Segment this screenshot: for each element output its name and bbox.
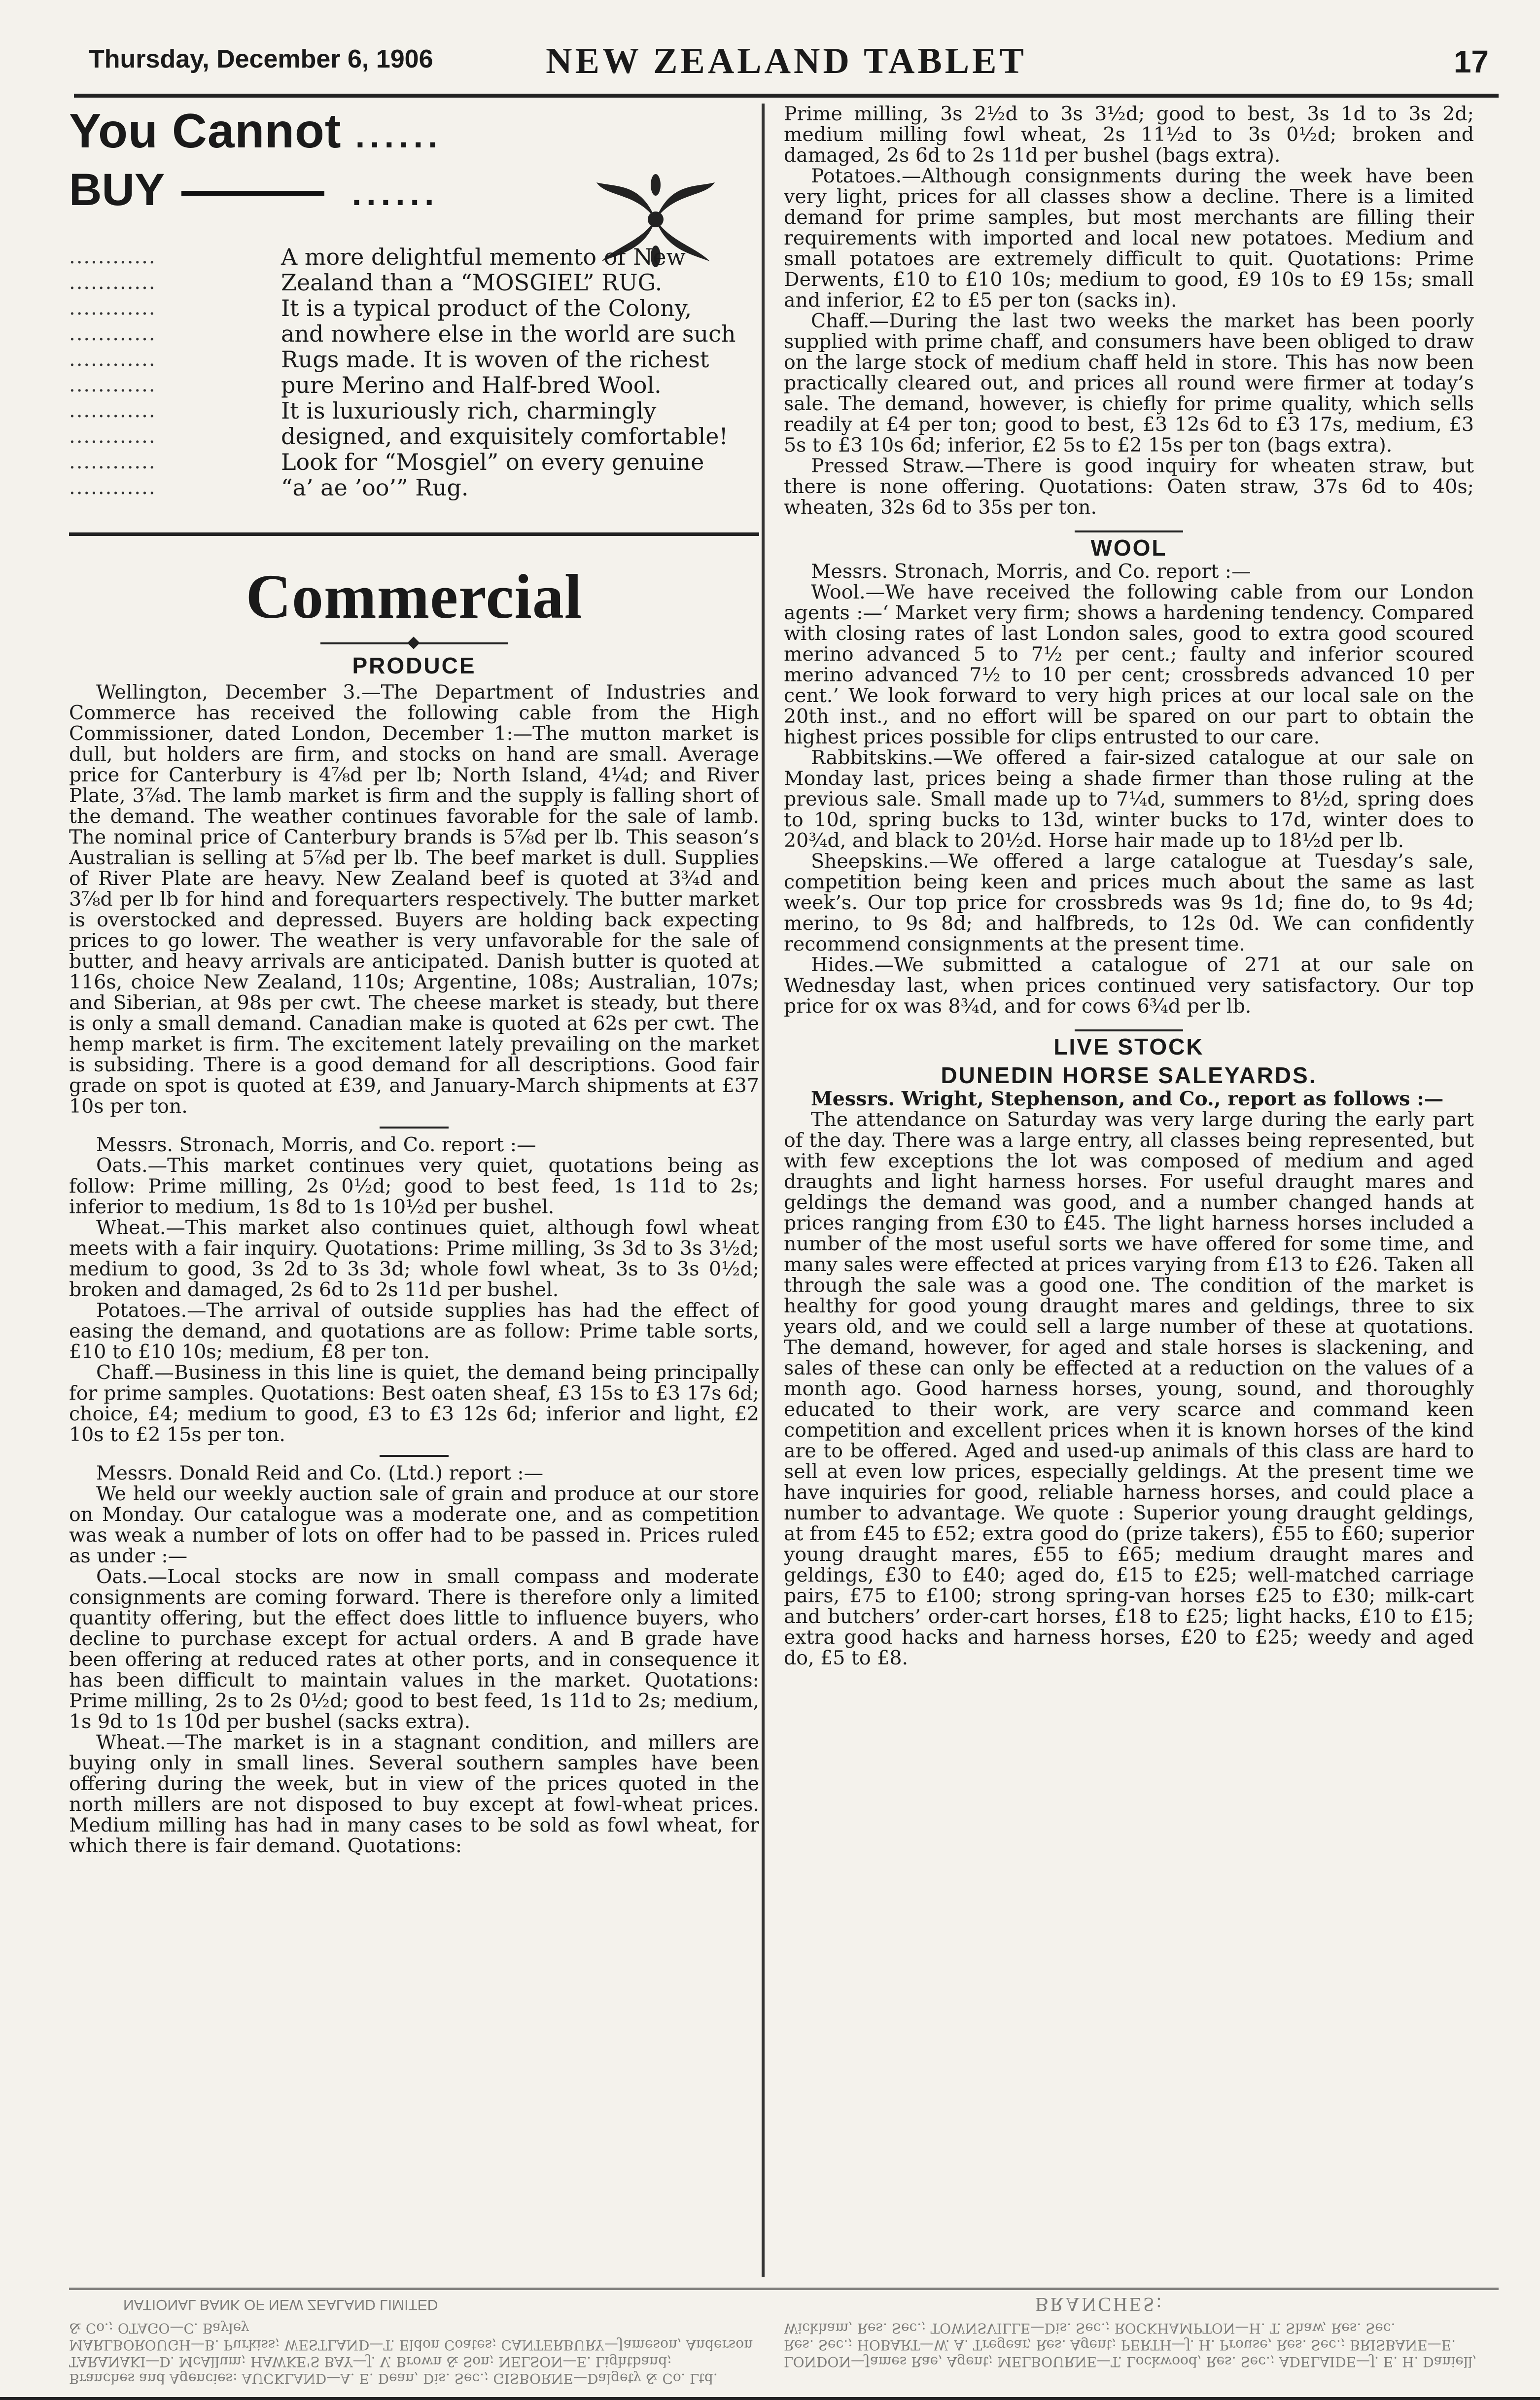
mosgiel-rug-advert bbox=[69, 104, 759, 536]
leader-dots: ............ bbox=[69, 451, 156, 473]
stronach-wheat: Wheat.—This market also continues quiet, although fowl wheat meets with a fair inquiry. Quotations: Prime milling, 3s 3d to 3s 3½d; medium to good, 3s 2d to 3s 3d; whole fowl wheat, 3s to 3s 0½d; broken and damaged, 2s 6d to 2s 11d per bushel. bbox=[69, 1216, 759, 1301]
advert-text-line: A more delightful memento of New bbox=[281, 244, 686, 270]
horse-report-heading: Messrs. Wright, Stephenson, and Co., report as follows :— bbox=[811, 1088, 1444, 1110]
arrow-icon bbox=[181, 191, 324, 196]
advert-body bbox=[69, 244, 759, 500]
advert-text-line: designed, and exquisitely comfortable! bbox=[281, 423, 728, 450]
hides: Hides.—We submitted a catalogue of 271 at our sale on Wednesday last, when prices continued very satisfactory. Our top price for ox was 8¾d, and for cows 6¾d per lb. bbox=[784, 953, 1474, 1018]
divider-rule bbox=[1075, 1029, 1183, 1031]
divider-rule bbox=[380, 1127, 449, 1129]
column-divider bbox=[762, 104, 765, 2277]
reid-wheat: Wheat.—The market is in a stagnant condition, and millers are buying only in small lines. Several southern samples have been offering during the week, but in view of the prices quoted in the north millers are not disposed to buy except at fowl-wheat prices. Medium milling has had in many cases to be sold as fowl wheat, for which there is fair demand. Quotations: bbox=[69, 1731, 759, 1857]
reid-chaff: Chaff.—During the last two weeks the market has been poorly supplied with prime chaff, and consumers have been obliged to draw on the large stock of medium chaff held in store. This has now been practically cleared out, and prices all round were firmer at today’s sale. The demand, however, is chiefly for prime quality, which sells readily at £4 per ton; good to best, £3 12s 6d to £3 17s, medium, £3 5s to £3 10s 6d; inferior, £2 5s to £2 15s per ton (bags extra). bbox=[784, 310, 1474, 457]
page-number: 17 bbox=[1453, 44, 1489, 79]
produce-heading: PRODUCE bbox=[352, 653, 476, 678]
wool-heading: WOOL bbox=[1090, 535, 1167, 561]
advert-dots-1: ...... bbox=[355, 116, 443, 155]
reid-oats: Oats.—Local stocks are now in small compass and moderate consignments are coming forward. There is therefore only a limited quantity offering, but the effect does little to influence buyers, who decline to purchase except for actual orders. A and B grade have been offering at reduced rates at other ports, and in consequence it has been difficult to maintain values in the market. Quotations: Prime milling, 2s to 2s 0½d; good to best feed, 1s 11d to 2s; medium, 1s 9d to 1s 10d per bushel (sacks extra). bbox=[69, 1565, 759, 1733]
advert-text-line: Rugs made. It is woven of the richest bbox=[281, 346, 709, 373]
sheepskins: Sheepskins.—We offered a large catalogue at Tuesday’s sale, competition being keen and prices much about the same as last week’s. Our top price for crossbreds was 9s 1d; fine do, to 9s 4d; merino, to 9s 8d; and halfbreds, to 12s 0d. We can confidently recommend consignments at the present time. bbox=[784, 850, 1474, 955]
reid-intro: We held our weekly auction sale of grain and produce at our store on Monday. Our catalogue was a moderate one, and as competition was weak a number of lots on offer had to be passed in. Prices ruled as under :— bbox=[69, 1482, 759, 1567]
leader-dots: ............ bbox=[69, 374, 156, 396]
leader-dots: ............ bbox=[69, 322, 156, 345]
newspaper-title: NEW ZEALAND TABLET bbox=[546, 41, 1027, 81]
advert-dots-2: ...... bbox=[351, 174, 439, 212]
horse-report: The attendance on Saturday was very large during the early part of the day. There was a large entry, all classes being represented, but with few exceptions the lot was composed of medium and aged draughts and light harness horses. For useful draught mares and geldings the demand was good, and a number changed hands at prices ranging from £30 to £45. The light harness horses included a number of the most useful sorts we have offered for some time, and many sales were effected at prices varying from £13 to £26. Taken all through the sale was a good one. The condition of the market is healthy for good young draught mares and geldings, three to six years old, and we could sell a large number of these at quotations. The demand, however, for aged and stale horses is slackening, and sales of these can only be effected at a reduction on the values of a month ago. Good harness horses, young, sound, and thoroughly educated to their work, are very scarce and command keen competition and excellent prices when it is known horses of the kind are to be offered. Aged and used-up animals of this class are hard to sell at even low prices, especially geldings. At the present time we have inquiries for good, reliable harness horses, and could place a number to advantage. We quote : Superior young draught geldings, at from £45 to £52; extra good do (prize takers), £55 to £60; superior young draught mares, £55 to £65; medium draught mares and geldings, £30 to £40; aged do, £15 to £25; well-matched carriage pairs, £75 to £100; strong spring-van horses £25 to £30; milk-cart and butchers’ order-cart horses, £18 to £25; light hacks, £10 to £15; extra good hacks and harness horses, £20 to £25; weedy and aged do, £5 to £8. bbox=[784, 1108, 1474, 1669]
wool-report-heading: Messrs. Stronach, Morris, and Co. report :— bbox=[811, 560, 1251, 583]
bleedthrough-footer bbox=[69, 2288, 1499, 2394]
section-title: Commercial bbox=[245, 562, 583, 632]
leader-dots: ............ bbox=[69, 399, 156, 422]
right-column bbox=[784, 104, 1474, 2277]
reid-potatoes: Potatoes.—Although consignments during the week have been very light, prices for all classes show a decline. There is a limited demand for prime samples, but most merchants are filling their requirements with imported and local new potatoes. Medium and small potatoes are extremely difficult to quit. Quotations: Prime Derwents, £10 to £10 10s; medium to good, £9 10s to £9 15s; small and inferior, £2 to £5 per ton (sacks in). bbox=[784, 165, 1474, 312]
advert-text-line: Look for “Mosgiel” on every genuine bbox=[281, 449, 704, 475]
left-column bbox=[69, 104, 759, 2277]
advert-text-line: It is luxuriously rich, charmingly bbox=[281, 397, 657, 424]
stronach-oats: Oats.—This market continues very quiet, quotations being as follow: Prime milling, 2s 0½d; good to best feed, 1s 11d to 2s; inferior to medium, 1s 8d to 1s 10½d per bushel. bbox=[69, 1154, 759, 1218]
live-stock-heading: LIVE STOCK bbox=[1053, 1034, 1204, 1059]
horse-saleyards-heading: DUNEDIN HORSE SALEYARDS. bbox=[941, 1062, 1317, 1088]
rabbitskins: Rabbitskins.—We offered a fair-sized catalogue at our sale on Monday last, prices being a shade firmer than those ruling at the previous sale. Small made up to 7¼d, summers to 8½d, spring does to 10d, spring bucks to 13d, winter bucks to 17d, winter does to 20¾d, and black to 20½d. Horse hair made up to 18½d per lb. bbox=[784, 746, 1474, 852]
advert-line-1: You Cannot bbox=[69, 104, 342, 158]
advert-text-line: and nowhere else in the world are such bbox=[281, 320, 736, 347]
advert-line-2: BUY bbox=[69, 165, 164, 215]
ornament-rule bbox=[320, 642, 508, 644]
leader-dots: ............ bbox=[69, 297, 156, 319]
leader-dots: ............ bbox=[69, 348, 156, 371]
bank-name: NATIONAL BANK OF NEW ZEALAND LIMITED bbox=[123, 2296, 438, 2313]
divider-rule bbox=[380, 1455, 449, 1457]
agencies-left: Branches and Agencies: AUCKLAND—A. E. Dean, Dis. Sec.; GISBORNE—Dalgety & Co. Ltd. TARANAKI—D. McAllum; HAWKE'S BAY—J. V. Brown & Son; NELSON—E. Lightband; MARLBOROUGH—B. Purkiss; WESTLAND—T. Eldon Coates; CANTERBURY—Jameson, Anderson & Co.; OTAGO—C. Bayley bbox=[69, 2320, 753, 2387]
branches-heading: BRANCHES: bbox=[1035, 2294, 1164, 2316]
reid-heading: Messrs. Donald Reid and Co. (Ltd.) report :— bbox=[96, 1462, 544, 1484]
stronach-heading: Messrs. Stronach, Morris, and Co. report :— bbox=[96, 1133, 536, 1156]
divider-rule bbox=[1075, 530, 1183, 532]
wool-cable: Wool.—We have received the following cable from our London agents :—‘ Market very firm; shows a hardening tendency. Compared with closing rates of last London sales, good to extra good scoured merino advanced 5 to 7½ per cent.; faulty and inferior scoured merino advanced 7½ to 10 per cent; crossbreds advanced 10 per cent.’ We look forward to very high prices at our local sale on the 20th inst., and no effort will be spared on our part to obtain the highest prices possible for clips entrusted to our care. bbox=[784, 581, 1474, 748]
branches-right: LONDON—James Rae, Agent; MELBOURNE—T. Lockwood, Res. Sec.; ADELAIDE—J. E. H. Daniell, Res. Sec.; HOBART—W. A. Tregear, Res. Agent; PERTH—J. H. Prouse, Res. Sec.; BRISBANE—E. Wickham, Res. Sec.; TOWNSVILLE—Dis. Sec.; ROCKHAMPTON—H. T. Shaw, Res. Sec. bbox=[784, 2320, 1477, 2370]
leader-dots: ............ bbox=[69, 476, 156, 499]
advert-text-line: It is a typical product of the Colony, bbox=[281, 295, 692, 321]
advert-text-line: Zealand than a “MOSGIEL” RUG. bbox=[281, 269, 663, 296]
advert-headline bbox=[69, 104, 759, 163]
advert-text-line: “a’ ae ’oo’” Rug. bbox=[281, 474, 469, 501]
reid-pressed-straw: Pressed Straw.—There is good inquiry for wheaten straw, but there is none offering. Quotations: Oaten straw, 37s 6d to 40s; wheaten, 32s 6d to 35s per ton. bbox=[784, 455, 1474, 519]
page-bottom-rule bbox=[0, 2397, 1540, 2400]
page-header bbox=[74, 39, 1499, 98]
stronach-potatoes: Potatoes.—The arrival of outside supplies has had the effect of easing the demand, and quotations are as follow: Prime table sorts, £10 to £10 10s; medium, £8 per ton. bbox=[69, 1299, 759, 1363]
wellington-report: Wellington, December 3.—The Department of Industries and Commerce has received the following cable from the High Commissioner, dated London, December 1:—The mutton market is dull, but holders are firm, and stocks on hand are small. Average price for Canterbury is 4⅞d per lb; North Island, 4¼d; and River Plate, 3⅞d. The lamb market is firm and the supply is falling short of the demand. The weather continues favorable for the sale of lamb. The nominal price of Canterbury brands is 5⅞d per lb. This season’s Australian is selling at 5⅞d per lb. The beef market is dull. Supplies of River Plate are heavy. New Zealand beef is quoted at 3¾d and 3⅞d per lb for hind and forequarters respectively. The butter market is overstocked and depressed. Buyers are holding back expecting prices to go lower. The weather is very unfavorable for the sale of butter, and heavy arrivals are anticipated. Danish butter is quoted at 116s, choice New Zealand, 110s; Argentine, 108s; Australian, 107s; and Siberian, at 98s per cwt. The cheese market is steady, but there is only a small demand. Canadian make is quoted at 62s per cwt. The hemp market is firm. The excitement lately prevailing on the market is subsiding. There is a good demand for all descriptions. Good fair grade on spot is quoted at £39, and January-March shipments at £37 10s per ton. bbox=[69, 681, 759, 1118]
leader-dots: ............ bbox=[69, 425, 156, 448]
advert-text-line: pure Merino and Half-bred Wool. bbox=[281, 372, 662, 398]
leader-dots: ............ bbox=[69, 246, 156, 268]
issue-date: Thursday, December 6, 1906 bbox=[89, 45, 433, 73]
stronach-chaff: Chaff.—Business in this line is quiet, the demand being principally for prime samples. Quotations: Best oaten sheaf, £3 15s to £3 17s 6d; choice, £4; medium to good, £3 to £3 12s 6d; inferior and light, £2 10s to £2 15s per ton. bbox=[69, 1361, 759, 1446]
reid-wheat-continued: Prime milling, 3s 2½d to 3s 3½d; good to best, 3s 1d to 3s 2d; medium milling fowl wheat, 2s 11½d to 3s 0½d; broken and damaged, 2s 6d to 2s 11d per bushel (bags extra). bbox=[784, 104, 1474, 167]
leader-dots: ............ bbox=[69, 271, 156, 294]
